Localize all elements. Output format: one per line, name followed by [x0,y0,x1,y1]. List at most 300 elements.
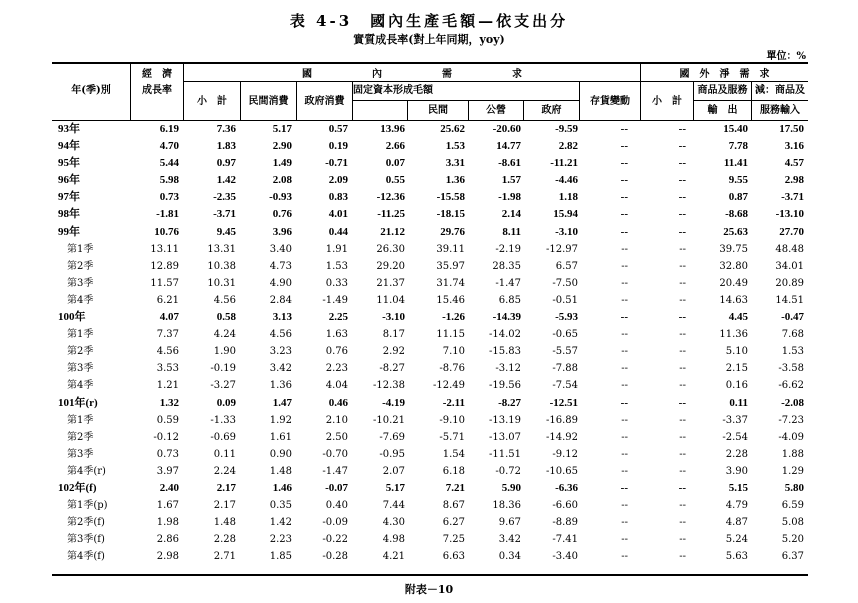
cell-value: -- [621,448,628,460]
cell-value: -- [678,123,686,135]
cell-value: 4.07 [159,311,179,324]
header-divider [468,100,469,120]
row-label: 第2季 [67,431,94,443]
cell-value: 2.23 [269,534,292,546]
row-label: 97年 [58,191,80,204]
cell-value: 7.10 [442,346,465,358]
cell-value: -15.83 [488,346,521,358]
cell-value: 4.56 [269,329,292,341]
cell-value: -- [620,481,628,494]
cell-value: -12.51 [549,396,578,409]
cell-value: 4.87 [725,517,748,529]
cell-value: 3.97 [156,465,179,477]
cell-value: 8.67 [442,500,465,512]
cell-value: 2.07 [382,465,405,477]
row-label: 101年(r) [58,396,98,409]
header-public-enterprise: 公營 [486,105,506,116]
cell-value: 1.42 [216,174,236,187]
header-divider [296,81,297,120]
cell-value: 6.63 [442,551,465,563]
cell-value: 9.45 [216,225,236,238]
cell-value: 0.59 [156,414,179,426]
row-label: 102年(f) [58,481,97,494]
cell-value: 2.28 [725,448,748,460]
cell-value: 39.11 [436,243,465,255]
cell-value: -- [620,311,628,324]
table-subtitle: 實質成長率(對上年同期，yoy) [353,33,505,46]
table-row [52,155,808,172]
row-label: 第4季 [67,380,94,392]
cell-value: 4.98 [382,534,405,546]
cell-value: 3.42 [498,534,521,546]
cell-value: 5.90 [501,481,521,494]
cell-value: 14.63 [719,294,748,306]
cell-value: 1.48 [213,517,236,529]
cell-value: 6.27 [442,517,465,529]
cell-value: 35.97 [436,260,465,272]
row-label: 第1季 [67,243,94,255]
cell-value: 1.36 [269,380,292,392]
cell-value: 1.29 [781,465,804,477]
cell-value: -- [620,157,628,170]
cell-value: -0.28 [322,551,348,563]
cell-value: -1.33 [210,414,236,426]
cell-value: -- [679,260,686,272]
cell-value: -7.88 [552,363,578,375]
table-row [52,548,808,565]
cell-value: -15.58 [436,191,465,204]
cell-value: -- [678,225,686,238]
cell-value: -0.93 [269,191,292,204]
cell-value: -- [621,414,628,426]
cell-value: -8.68 [725,208,748,221]
cell-value: 5.80 [784,481,804,494]
cell-value: 18.36 [492,500,521,512]
cell-value: 2.98 [784,174,804,187]
cell-value: 1.48 [269,465,292,477]
cell-value: -0.47 [781,311,804,324]
cell-value: -- [678,140,686,153]
table-row [52,463,808,480]
cell-value: -- [621,465,628,477]
table-row [52,360,808,377]
cell-value: -5.71 [439,431,465,443]
cell-value: 0.19 [328,140,348,153]
cell-value: 4.70 [159,140,179,153]
cell-value: -- [621,517,628,529]
cell-value: 3.40 [269,243,292,255]
row-label: 第3季 [67,277,94,289]
header-net-external-demand: 國 外 淨 需 求 [679,69,770,80]
cell-value: 26.30 [376,243,405,255]
cell-value: -- [620,396,628,409]
cell-value: 7.44 [382,500,405,512]
table-row [52,497,808,514]
row-label: 100年 [58,311,86,324]
row-label: 第2季 [67,346,94,358]
cell-value: 1.49 [272,157,292,170]
cell-value: -6.36 [555,481,578,494]
cell-value: -1.47 [495,277,521,289]
cell-value: -1.49 [322,294,348,306]
header-divider [183,81,808,82]
cell-value: -- [621,534,628,546]
row-label: 第3季 [67,363,94,375]
cell-value: -2.08 [781,396,804,409]
cell-value: -- [679,551,686,563]
cell-value: 0.40 [325,500,348,512]
cell-value: 0.34 [498,551,521,563]
cell-value: -10.65 [545,465,578,477]
cell-value: 1.98 [156,517,179,529]
cell-value: 6.19 [159,123,179,135]
table-row [52,224,808,241]
cell-value: 28.35 [492,260,521,272]
cell-value: 2.15 [725,363,748,375]
cell-value: -- [679,448,686,460]
header-divider [240,81,241,120]
cell-value: -7.50 [552,277,578,289]
cell-value: 11.04 [376,294,405,306]
cell-value: -14.02 [488,329,521,341]
cell-value: 31.74 [436,277,465,289]
cell-value: 5.15 [728,481,748,494]
cell-value: 13.11 [150,243,179,255]
row-label: 第1季 [67,329,94,341]
cell-value: 9.67 [498,517,521,529]
table-row [52,241,808,258]
cell-value: -1.47 [322,465,348,477]
cell-value: -14.39 [492,311,521,324]
cell-value: 2.50 [325,431,348,443]
row-label: 第1季(p) [67,500,108,512]
cell-value: -10.21 [372,414,405,426]
row-label: 第4季 [67,294,94,306]
row-label: 93年 [58,123,80,135]
cell-value: 1.88 [781,448,804,460]
cell-value: -2.54 [722,431,748,443]
cell-value: -6.60 [552,500,578,512]
table-row [52,189,808,206]
cell-value: 3.13 [272,311,292,324]
cell-value: -3.10 [382,311,405,324]
cell-value: 6.18 [442,465,465,477]
cell-value: -- [621,431,628,443]
header-divider [523,100,524,120]
cell-value: -- [678,481,686,494]
cell-value: 2.17 [213,500,236,512]
cell-value: -8.61 [498,157,521,170]
row-label: 第2季 [67,260,94,272]
cell-value: 5.44 [159,157,179,170]
cell-value: -- [621,260,628,272]
header-divider [579,81,580,120]
page-footer: 附表－10 [404,583,454,596]
table-row [52,309,808,326]
cell-value: 0.09 [216,396,236,409]
cell-value: -- [679,329,686,341]
cell-value: -- [679,346,686,358]
cell-value: -8.89 [552,517,578,529]
unit-label: 單位：% [766,51,806,62]
header-imports-line1: 減：商品及 [755,85,805,96]
cell-value: -0.71 [325,157,348,170]
cell-value: -13.10 [775,208,804,221]
cell-value: 32.80 [719,260,748,272]
cell-value: 2.23 [325,363,348,375]
table-row [52,121,808,138]
cell-value: 0.46 [328,396,348,409]
cell-value: -- [678,208,686,221]
cell-value: -- [621,551,628,563]
table-title: 表 4-3 國內生產毛額—依支出分 [289,12,569,30]
table-row [52,395,808,412]
cell-value: -16.89 [545,414,578,426]
cell-value: 1.46 [272,481,292,494]
cell-value: 1.57 [501,174,521,187]
cell-value: 1.18 [558,191,578,204]
cell-value: 34.01 [775,260,804,272]
cell-value: 3.16 [784,140,804,153]
cell-value: -9.59 [555,123,578,135]
header-exports-line1: 商品及服務 [697,85,748,96]
cell-value: -- [621,243,628,255]
cell-value: -3.10 [555,225,578,238]
table-row [52,258,808,275]
cell-value: -- [620,123,628,135]
header-imports-line2: 服務輸入 [760,105,800,116]
cell-value: -- [679,431,686,443]
table-row [52,429,808,446]
header-government: 政府 [541,105,562,116]
header-private-consumption: 民間消費 [248,96,289,107]
cell-value: -7.69 [379,431,405,443]
cell-value: 4.90 [269,277,292,289]
cell-value: 0.76 [272,208,292,221]
cell-value: 21.37 [376,277,405,289]
cell-value: 48.48 [775,243,804,255]
cell-value: 7.37 [156,329,179,341]
cell-value: 0.07 [385,157,405,170]
cell-value: 5.20 [781,534,804,546]
cell-value: 0.55 [385,174,405,187]
row-label: 96年 [58,174,80,187]
cell-value: -- [620,191,628,204]
cell-value: 4.56 [213,294,236,306]
cell-value: 0.11 [213,448,236,460]
row-label: 第3季 [67,448,94,460]
cell-value: 14.77 [496,140,521,153]
table-row [52,292,808,309]
header-net-subtotal: 小 計 [652,96,682,107]
cell-value: -9.10 [439,414,465,426]
cell-value: 0.58 [216,311,236,324]
cell-value: -3.12 [495,363,521,375]
cell-value: -- [679,414,686,426]
cell-value: 2.28 [213,534,236,546]
cell-value: -13.19 [488,414,521,426]
cell-value: -8.27 [498,396,521,409]
cell-value: -0.69 [210,431,236,443]
cell-value: 2.14 [501,208,521,221]
cell-value: 15.40 [723,123,748,135]
cell-value: 3.90 [725,465,748,477]
header-divider [130,64,131,120]
cell-value: -2.19 [495,243,521,255]
cell-value: 1.36 [445,174,465,187]
cell-value: 3.96 [272,225,292,238]
cell-value: 39.75 [719,243,748,255]
cell-value: 1.53 [781,346,804,358]
cell-value: 1.53 [325,260,348,272]
cell-value: -12.38 [372,380,405,392]
cell-value: 7.78 [728,140,748,153]
cell-value: -7.41 [552,534,578,546]
cell-value: -3.37 [722,414,748,426]
cell-value: -2.11 [442,396,465,409]
cell-value: 2.82 [558,140,578,153]
cell-value: 1.91 [325,243,348,255]
cell-value: -4.09 [778,431,804,443]
cell-value: 0.73 [159,191,179,204]
cell-value: 2.09 [328,174,348,187]
cell-value: -- [679,465,686,477]
cell-value: 0.16 [725,380,748,392]
cell-value: 2.98 [156,551,179,563]
cell-value: -8.27 [379,363,405,375]
cell-value: 0.44 [328,225,348,238]
cell-value: 5.10 [725,346,748,358]
cell-value: -- [620,208,628,221]
top-rule [52,62,808,64]
cell-value: 6.21 [156,294,179,306]
cell-value: 20.49 [719,277,748,289]
cell-value: 0.87 [728,191,748,204]
row-label: 第4季(r) [67,465,106,477]
cell-value: 2.24 [213,465,236,477]
cell-value: -5.57 [552,346,578,358]
cell-value: -- [678,157,686,170]
row-label: 第4季(f) [67,551,105,563]
cell-value: 7.25 [442,534,465,546]
cell-value: 1.85 [269,551,292,563]
cell-value: 0.97 [216,157,236,170]
cell-value: 4.45 [728,311,748,324]
cell-value: 2.08 [272,174,292,187]
cell-value: 8.17 [382,329,405,341]
cell-value: -4.19 [382,396,405,409]
cell-value: 0.35 [269,500,292,512]
cell-value: 7.68 [781,329,804,341]
row-label: 94年 [58,140,80,153]
cell-value: 5.17 [385,481,405,494]
cell-value: -- [679,534,686,546]
cell-value: -- [621,363,628,375]
cell-value: 7.21 [445,481,465,494]
row-label: 99年 [58,225,80,238]
cell-value: -- [678,191,686,204]
cell-value: -- [621,346,628,358]
cell-value: -14.92 [545,431,578,443]
cell-value: 4.24 [213,329,236,341]
cell-value: 4.73 [269,260,292,272]
cell-value: 25.63 [723,225,748,238]
cell-value: -0.09 [322,517,348,529]
cell-value: -0.65 [552,329,578,341]
cell-value: 21.12 [380,225,405,238]
table-row [52,531,808,548]
header-divider [183,64,184,120]
table-row [52,275,808,292]
cell-value: 12.89 [150,260,179,272]
cell-value: -3.27 [210,380,236,392]
cell-value: -- [679,500,686,512]
cell-value: 1.90 [213,346,236,358]
cell-value: 1.54 [442,448,465,460]
row-label: 第1季 [67,414,94,426]
cell-value: -4.46 [555,174,578,187]
cell-value: -3.58 [778,363,804,375]
cell-value: -- [678,396,686,409]
header-divider [640,64,641,120]
cell-value: -- [678,174,686,187]
cell-value: 2.90 [272,140,292,153]
table-body [52,121,808,565]
cell-value: -12.36 [376,191,405,204]
header-fixed-capital: 固定資本形成毛額 [353,85,433,96]
cell-value: 4.79 [725,500,748,512]
table-row [52,412,808,429]
cell-value: -8.76 [439,363,465,375]
cell-value: -- [620,140,628,153]
cell-value: 0.33 [325,277,348,289]
cell-value: 1.53 [445,140,465,153]
cell-value: -- [679,380,686,392]
cell-value: -- [621,380,628,392]
cell-value: -0.19 [210,363,236,375]
row-label: 98年 [58,208,80,221]
cell-value: -- [679,243,686,255]
cell-value: 10.38 [207,260,236,272]
cell-value: 1.21 [156,380,179,392]
cell-value: -0.22 [322,534,348,546]
header-growth-line1: 經 濟 [142,69,172,80]
table-row [52,446,808,463]
cell-value: -0.72 [495,465,521,477]
cell-value: 11.36 [719,329,748,341]
cell-value: -9.12 [552,448,578,460]
cell-value: 4.21 [382,551,405,563]
cell-value: 5.17 [272,123,292,135]
cell-value: -- [621,500,628,512]
cell-value: 6.59 [781,500,804,512]
cell-value: 4.56 [156,346,179,358]
cell-value: 14.51 [775,294,804,306]
cell-value: -11.21 [550,157,578,170]
table-row [52,326,808,343]
cell-value: 2.86 [156,534,179,546]
header-private: 民間 [428,105,448,116]
cell-value: 1.92 [269,414,292,426]
cell-value: -- [679,277,686,289]
cell-value: 11.15 [436,329,465,341]
cell-value: 5.63 [725,551,748,563]
cell-value: -19.56 [488,380,521,392]
cell-value: 4.30 [382,517,405,529]
cell-value: 2.25 [328,311,348,324]
row-label: 第3季(f) [67,534,105,546]
cell-value: 0.57 [328,123,348,135]
